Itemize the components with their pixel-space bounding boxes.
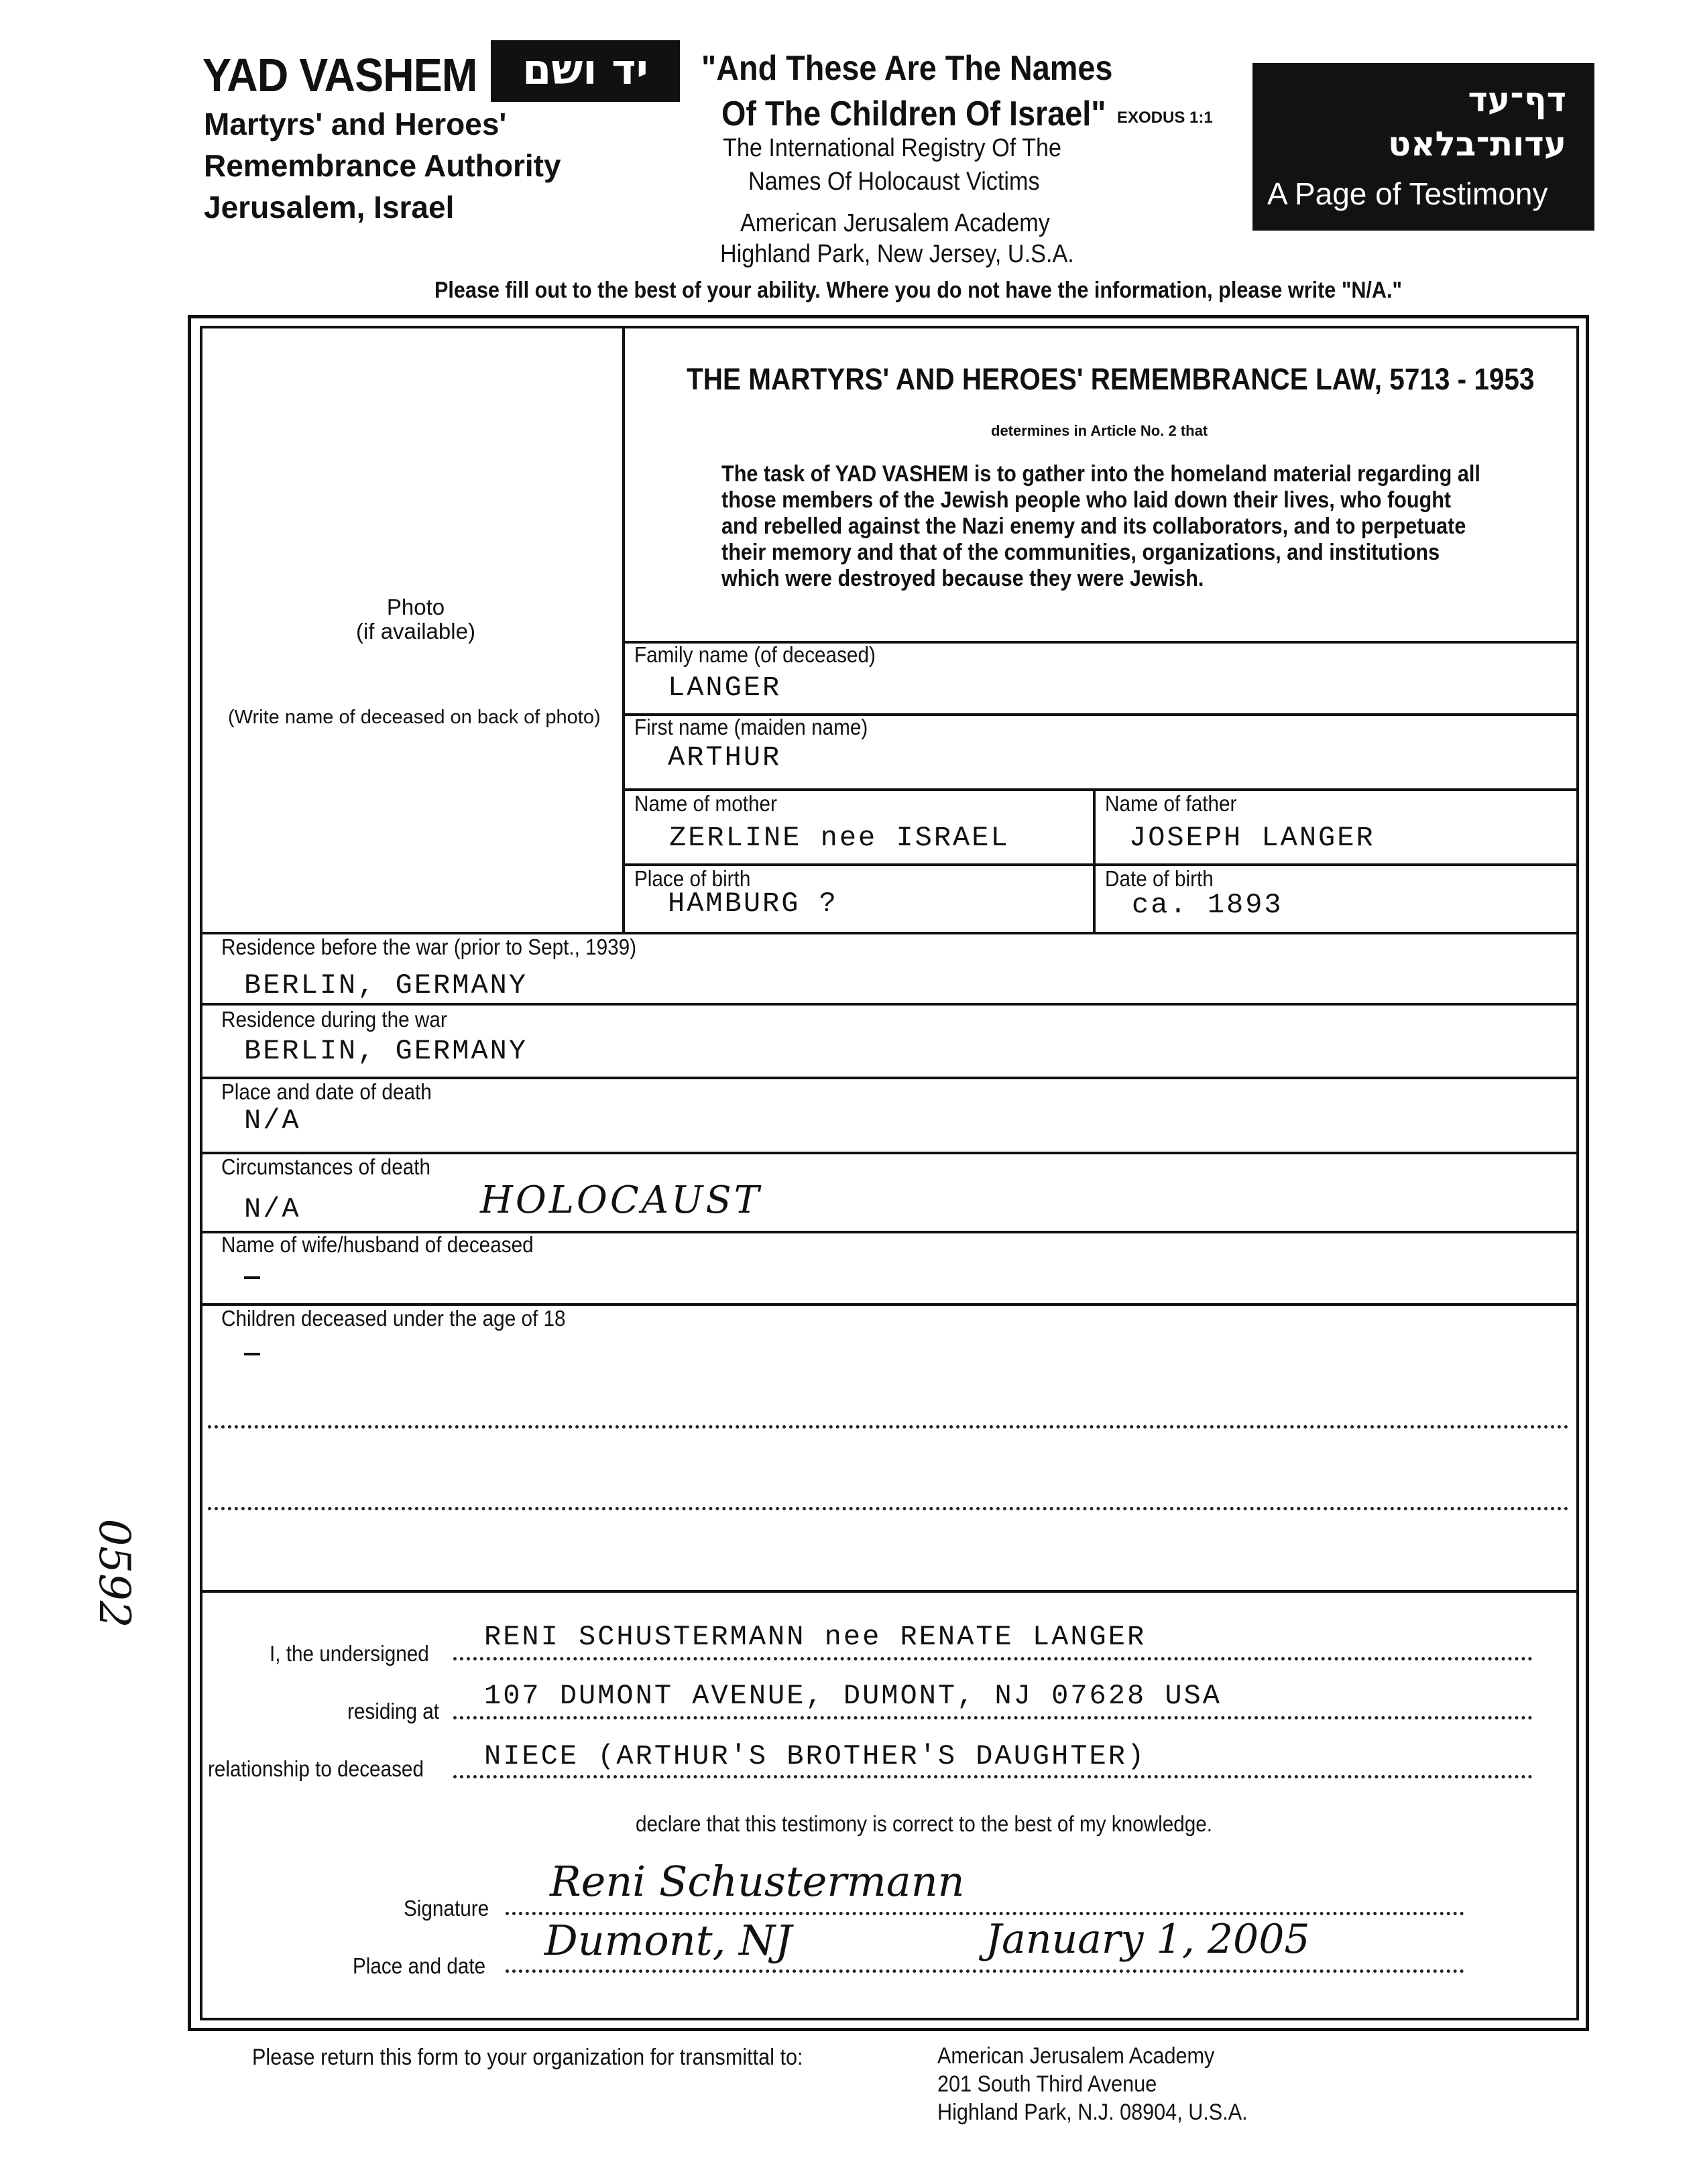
relationship-line <box>453 1775 1533 1778</box>
testimony-label: A Page of Testimony <box>1267 176 1548 211</box>
signature-value: Reni Schustermann <box>550 1857 965 1906</box>
children-dotted-line-1 <box>208 1425 1569 1429</box>
testimony-hebrew-2: עדות־בלאט <box>1388 125 1566 164</box>
place-date-line <box>506 1969 1464 1973</box>
undersigned-value: RENI SCHUSTERMANN nee RENATE LANGER <box>484 1621 1147 1653</box>
residence-during-label: Residence during the war <box>221 1007 447 1032</box>
photo-note: (Write name of deceased on back of photo) <box>228 707 601 728</box>
divider-declaration <box>200 1590 1579 1593</box>
death-place-date-label: Place and date of death <box>221 1079 432 1104</box>
mother-name-label: Name of mother <box>634 791 777 816</box>
photo-area <box>335 595 496 644</box>
place-date-label: Place and date <box>353 1953 486 1978</box>
father-name-value: JOSEPH LANGER <box>1129 822 1375 854</box>
residing-value: 107 DUMONT AVENUE, DUMONT, NJ 07628 USA <box>484 1680 1222 1712</box>
academy-line-1: American Jerusalem Academy <box>740 209 1050 237</box>
residence-before-label: Residence before the war (prior to Sept., 1939) <box>221 934 637 959</box>
photo-divider <box>622 326 625 933</box>
birth-place-label: Place of birth <box>634 866 751 891</box>
testimony-hebrew-1: דף־עד <box>1468 80 1566 119</box>
children-dash <box>244 1353 260 1355</box>
birth-date-label: Date of birth <box>1105 866 1214 891</box>
residence-during-value: BERLIN, GERMANY <box>244 1035 528 1067</box>
relationship-label: relationship to deceased <box>208 1756 424 1781</box>
registry-line-2: Names Of Holocaust Victims <box>748 168 1040 196</box>
quote-reference: EXODUS 1:1 <box>1117 109 1213 127</box>
org-name: YAD VASHEM <box>202 49 477 101</box>
instructions: Please fill out to the best of your ability. Where you do not have the information, please write "N/A." <box>434 278 1403 303</box>
birth-date-value: ca. 1893 <box>1132 889 1283 921</box>
children-dotted-line-2 <box>208 1507 1569 1510</box>
birth-place-value: HAMBURG ? <box>668 888 838 920</box>
death-circumstances-value: N/A <box>244 1193 301 1225</box>
father-name-label: Name of father <box>1105 791 1237 816</box>
margin-number: 0592 <box>89 1518 139 1628</box>
declaration-text: declare that this testimony is correct to the best of my knowledge. <box>636 1811 1213 1836</box>
testimony-badge <box>1252 63 1594 231</box>
signature-line <box>506 1912 1464 1915</box>
children-label: Children deceased under the age of 18 <box>221 1306 566 1331</box>
law-title: THE MARTYRS' AND HEROES' REMEMBRANCE LAW, 5713 - 1953 <box>687 362 1535 396</box>
residence-before-value: BERLIN, GERMANY <box>244 969 528 1002</box>
undersigned-line <box>453 1657 1533 1660</box>
death-place-date-value: N/A <box>244 1105 301 1137</box>
family-name-value: LANGER <box>668 672 782 704</box>
mother-name-value: ZERLINE nee ISRAEL <box>669 822 1010 854</box>
relationship-value: NIECE (ARTHUR'S BROTHER'S DAUGHTER) <box>484 1740 1147 1772</box>
return-address-line-2: 201 South Third Avenue <box>937 2071 1157 2097</box>
divider-birth <box>622 863 1579 866</box>
org-line-1: Martyrs' and Heroes' <box>204 107 507 141</box>
org-line-3: Jerusalem, Israel <box>204 190 455 225</box>
signature-label: Signature <box>404 1896 489 1921</box>
first-name-label: First name (maiden name) <box>634 715 868 739</box>
family-name-label: Family name (of deceased) <box>634 642 876 667</box>
academy-line-2: Highland Park, New Jersey, U.S.A. <box>720 240 1074 268</box>
undersigned-label: I, the undersigned <box>270 1641 429 1666</box>
photo-sublabel: (if available) <box>356 619 475 644</box>
residing-label: residing at <box>347 1699 440 1723</box>
quote-line-2: Of The Children Of Israel" <box>721 95 1106 133</box>
org-line-2: Remembrance Authority <box>204 148 561 183</box>
return-address-line-3: Highland Park, N.J. 08904, U.S.A. <box>937 2100 1248 2125</box>
divider-residence-during <box>200 1003 1579 1006</box>
return-address-line-1: American Jerusalem Academy <box>937 2043 1215 2069</box>
photo-label: Photo <box>386 595 445 619</box>
first-name-value: ARTHUR <box>668 741 782 774</box>
place-value: Dumont, NJ <box>544 1916 793 1965</box>
death-circumstances-handwritten: HOLOCAUST <box>480 1178 762 1222</box>
registry-line-1: The International Registry Of The <box>723 134 1062 162</box>
spouse-label: Name of wife/husband of deceased <box>221 1232 534 1257</box>
hebrew-logo: יד ושם <box>491 40 680 102</box>
date-value: January 1, 2005 <box>986 1916 1310 1963</box>
spouse-dash <box>244 1276 260 1279</box>
law-subtitle: determines in Article No. 2 that <box>991 422 1208 439</box>
residing-line <box>453 1716 1533 1719</box>
quote-line-1: "And These Are The Names <box>701 49 1113 88</box>
death-circumstances-label: Circumstances of death <box>221 1154 431 1179</box>
law-text: The task of YAD VASHEM is to gather into the homeland material regarding all those members of the Jewish people who laid down their lives, who fought and rebelled against the Nazi enemy and its collaborators, and to perpetuate their memory and that of the communities, organizations, and institutions which were destroyed because they were Jewish. <box>721 461 1480 591</box>
return-instructions: Please return this form to your organization for transmittal to: <box>252 2045 803 2070</box>
parents-divider <box>1093 788 1096 933</box>
